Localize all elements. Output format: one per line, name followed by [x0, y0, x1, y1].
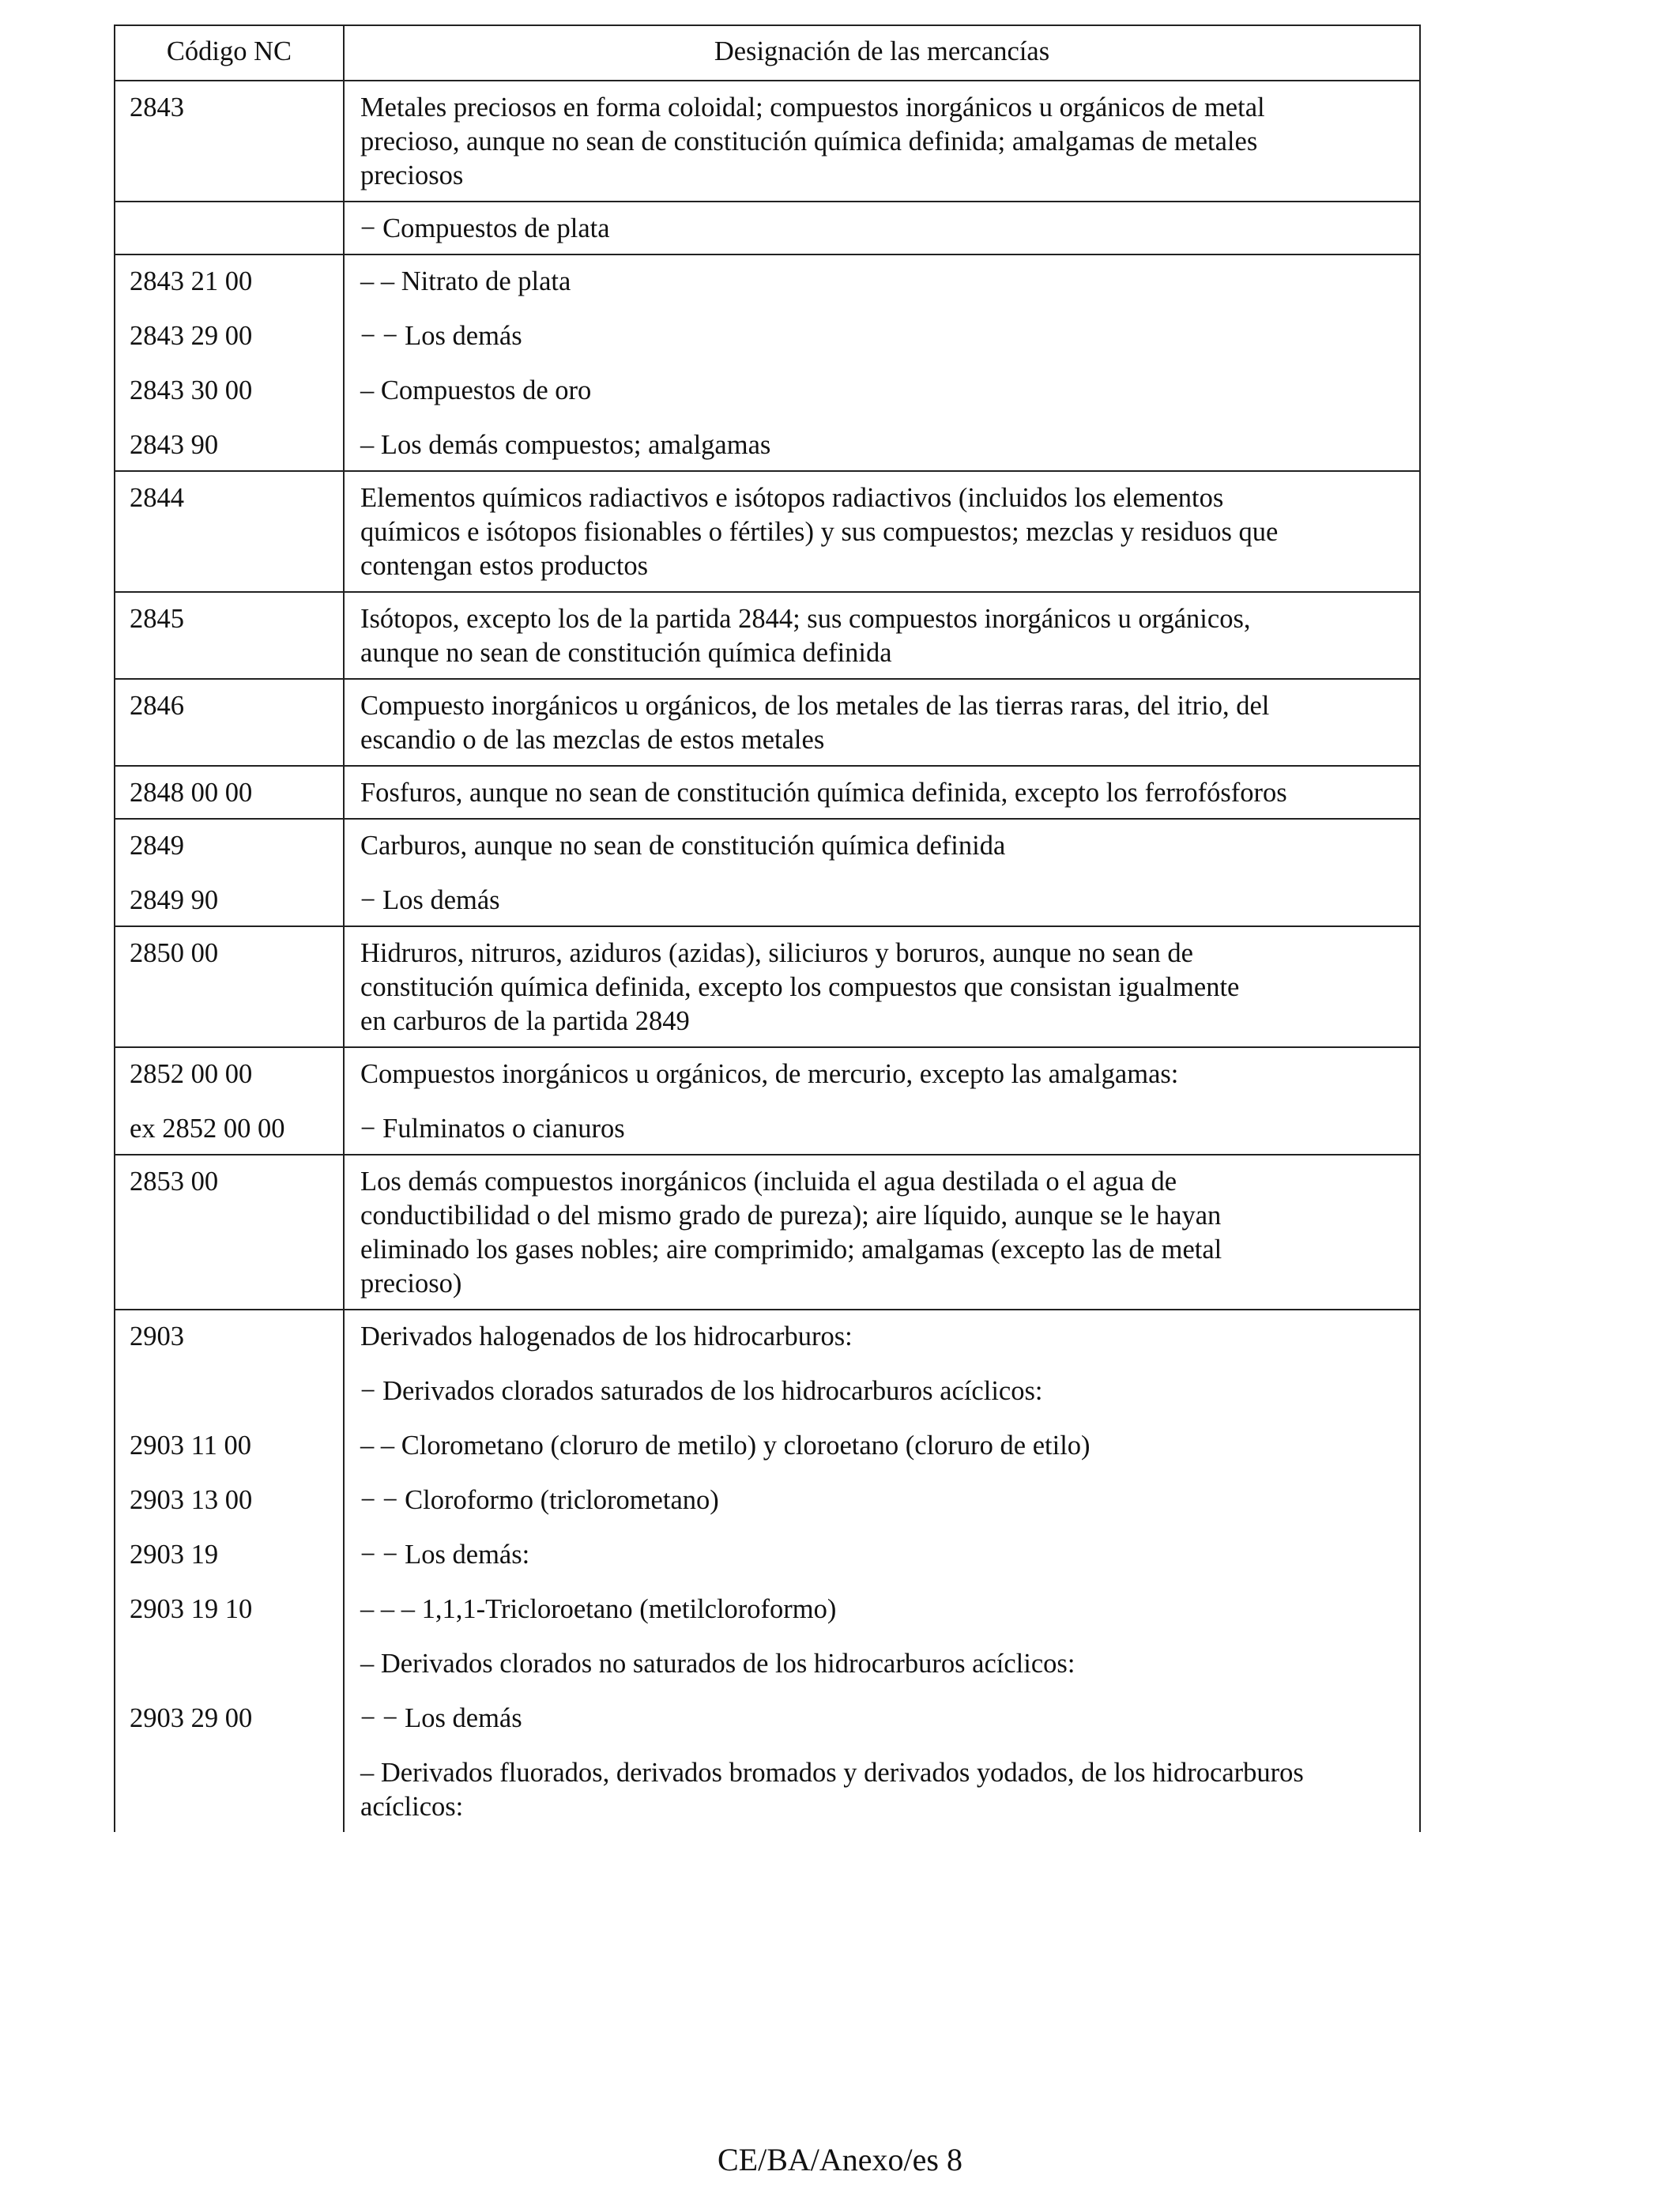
code-entry	[130, 481, 337, 583]
table-body	[115, 81, 1420, 1832]
description-line: − Los demás	[360, 885, 500, 915]
table-row	[115, 471, 1420, 592]
code-entry	[130, 374, 337, 408]
code-entry	[130, 1483, 337, 1517]
description-line: – Derivados clorados no saturados de los hidrocarburos acíclicos:	[360, 1649, 1075, 1679]
code-text: ex 2852 00 00	[130, 1114, 285, 1144]
cell-code	[115, 766, 344, 819]
cell-code	[115, 1047, 344, 1155]
description-line: aunque no sean de constitución química definida	[360, 638, 892, 668]
description-entry	[360, 1057, 1403, 1091]
description-line: contengan estos productos	[360, 551, 649, 581]
code-text: 2903 19	[130, 1540, 219, 1570]
description-line: precioso, aunque no sean de constitución química definida; amalgamas de metales	[360, 126, 1258, 156]
description-line: acíclicos:	[360, 1792, 464, 1822]
code-text: 2849	[130, 831, 184, 861]
code-text: 2853 00	[130, 1167, 219, 1197]
code-entry	[130, 1593, 337, 1627]
description-line: – Derivados fluorados, derivados bromados y derivados yodados, de los hidrocarburos	[360, 1758, 1304, 1788]
cell-description	[344, 926, 1420, 1047]
cell-code	[115, 592, 344, 679]
header-description: Designación de las mercancías	[344, 25, 1420, 81]
description-line: preciosos	[360, 160, 464, 190]
code-entry	[130, 937, 337, 1039]
description-line: Metales preciosos en forma coloidal; compuestos inorgánicos u orgánicos de metal	[360, 92, 1265, 123]
table-row	[115, 1047, 1420, 1155]
cell-code	[115, 926, 344, 1047]
description-line: – – Clorometano (cloruro de metilo) y cloroetano (cloruro de etilo)	[360, 1431, 1090, 1461]
code-entry	[130, 884, 337, 918]
description-line: − Compuestos de plata	[360, 213, 610, 243]
code-entry	[130, 1429, 337, 1463]
code-entry	[130, 1702, 337, 1736]
description-line: Isótopos, excepto los de la partida 2844; sus compuestos inorgánicos u orgánicos,	[360, 604, 1251, 634]
code-entry	[130, 1320, 337, 1354]
description-line: Hidruros, nitruros, aziduros (azidas), siliciuros y boruros, aunque no sean de	[360, 938, 1193, 968]
table-row	[115, 679, 1420, 766]
table-row	[115, 819, 1420, 926]
cell-code	[115, 81, 344, 202]
description-entry	[360, 937, 1403, 1039]
cell-description	[344, 1047, 1420, 1155]
code-entry	[130, 265, 337, 299]
code-text: 2903 19 10	[130, 1594, 253, 1624]
description-entry	[360, 1483, 1403, 1517]
table-row	[115, 1155, 1420, 1310]
description-entry	[360, 829, 1403, 863]
description-entry	[360, 689, 1403, 757]
cell-description	[344, 679, 1420, 766]
code-entry	[130, 1165, 337, 1301]
code-entry	[130, 602, 337, 670]
code-text: 2903 29 00	[130, 1703, 253, 1733]
cell-code	[115, 202, 344, 254]
cell-description	[344, 592, 1420, 679]
description-entry	[360, 884, 1403, 918]
description-entry	[360, 212, 1403, 246]
cell-code	[115, 254, 344, 471]
table-row	[115, 592, 1420, 679]
code-text: 2903 13 00	[130, 1485, 253, 1515]
description-entry	[360, 1593, 1403, 1627]
description-entry	[360, 1165, 1403, 1301]
cell-description	[344, 766, 1420, 819]
code-text: 2846	[130, 691, 184, 721]
code-text: 2843 21 00	[130, 266, 253, 296]
description-line: − Fulminatos o cianuros	[360, 1114, 625, 1144]
code-text: 2848 00 00	[130, 778, 253, 808]
header-code: Código NC	[115, 25, 344, 81]
description-line: – – – 1,1,1-Tricloroetano (metilcloroformo)	[360, 1594, 837, 1624]
table-row	[115, 81, 1420, 202]
description-line: precioso)	[360, 1269, 462, 1299]
code-entry	[130, 91, 337, 193]
description-entry	[360, 374, 1403, 408]
description-line: – Los demás compuestos; amalgamas	[360, 430, 771, 460]
cell-description	[344, 819, 1420, 926]
cell-description	[344, 254, 1420, 471]
description-entry	[360, 265, 1403, 299]
code-entry	[130, 1057, 337, 1091]
description-line: Elementos químicos radiactivos e isótopos radiactivos (incluidos los elementos	[360, 483, 1224, 513]
code-entry	[130, 829, 337, 863]
code-entry	[130, 1374, 337, 1408]
description-entry	[360, 776, 1403, 810]
code-text: 2852 00 00	[130, 1059, 253, 1089]
description-line: químicos e isótopos fisionables o fértiles) y sus compuestos; mezclas y residuos que	[360, 517, 1279, 547]
code-text: 2843	[130, 92, 184, 123]
description-line: − − Cloroformo (triclorometano)	[360, 1485, 719, 1515]
cell-code	[115, 1155, 344, 1310]
description-line: − − Los demás	[360, 1703, 522, 1733]
cell-code	[115, 679, 344, 766]
cell-description	[344, 471, 1420, 592]
description-entry	[360, 1320, 1403, 1354]
cell-description	[344, 1310, 1420, 1832]
code-text: 2850 00	[130, 938, 219, 968]
description-entry	[360, 1702, 1403, 1736]
code-text: 2843 90	[130, 430, 219, 460]
tariff-table	[114, 25, 1421, 1832]
description-line: en carburos de la partida 2849	[360, 1006, 690, 1036]
code-entry	[130, 319, 337, 353]
description-entry	[360, 1538, 1403, 1572]
code-entry	[130, 1647, 337, 1681]
code-entry	[130, 428, 337, 462]
description-line: – – Nitrato de plata	[360, 266, 571, 296]
page-footer-reference: CE/BA/Anexo/es 8	[718, 2142, 962, 2177]
code-entry	[130, 1756, 337, 1824]
description-line: – Compuestos de oro	[360, 375, 592, 405]
description-line: constitución química definida, excepto los compuestos que consistan igualmente	[360, 972, 1240, 1002]
table-row	[115, 1310, 1420, 1832]
code-text: 2849 90	[130, 885, 219, 915]
description-entry	[360, 481, 1403, 583]
description-line: eliminado los gases nobles; aire comprimido; amalgamas (excepto las de metal	[360, 1235, 1222, 1265]
code-text: 2843 29 00	[130, 321, 253, 351]
code-entry	[130, 689, 337, 757]
code-entry	[130, 212, 337, 246]
code-text: 2844	[130, 483, 184, 513]
description-entry	[360, 602, 1403, 670]
table-header-row	[115, 25, 1420, 81]
description-line: conductibilidad o del mismo grado de pureza); aire líquido, aunque se le hayan	[360, 1201, 1222, 1231]
cell-description	[344, 1155, 1420, 1310]
code-entry	[130, 1538, 337, 1572]
description-line: Compuesto inorgánicos u orgánicos, de los metales de las tierras raras, del itrio, del	[360, 691, 1270, 721]
table-row	[115, 254, 1420, 471]
code-text: 2843 30 00	[130, 375, 253, 405]
cell-code	[115, 1310, 344, 1832]
description-entry	[360, 1429, 1403, 1463]
description-line: Fosfuros, aunque no sean de constitución química definida, excepto los ferrofósforos	[360, 778, 1287, 808]
description-entry	[360, 1112, 1403, 1146]
description-line: escandio o de las mezclas de estos metales	[360, 725, 825, 755]
description-entry	[360, 1756, 1403, 1824]
description-line: Derivados halogenados de los hidrocarburos:	[360, 1321, 853, 1351]
cell-code	[115, 819, 344, 926]
description-line: Compuestos inorgánicos u orgánicos, de mercurio, excepto las amalgamas:	[360, 1059, 1179, 1089]
code-text: 2903 11 00	[130, 1431, 251, 1461]
cell-code	[115, 471, 344, 592]
cell-description	[344, 202, 1420, 254]
code-entry	[130, 1112, 337, 1146]
table-row	[115, 202, 1420, 254]
description-entry	[360, 428, 1403, 462]
cell-description	[344, 81, 1420, 202]
description-line: Carburos, aunque no sean de constitución química definida	[360, 831, 1006, 861]
code-text: 2903	[130, 1321, 184, 1351]
table-row	[115, 926, 1420, 1047]
description-entry	[360, 91, 1403, 193]
description-line: − Derivados clorados saturados de los hidrocarburos acíclicos:	[360, 1376, 1043, 1406]
code-entry	[130, 776, 337, 810]
description-entry	[360, 319, 1403, 353]
description-line: − − Los demás:	[360, 1540, 530, 1570]
code-text: 2845	[130, 604, 184, 634]
table-row	[115, 766, 1420, 819]
description-entry	[360, 1647, 1403, 1681]
description-line: − − Los demás	[360, 321, 522, 351]
description-entry	[360, 1374, 1403, 1408]
description-line: Los demás compuestos inorgánicos (incluida el agua destilada o el agua de	[360, 1167, 1177, 1197]
